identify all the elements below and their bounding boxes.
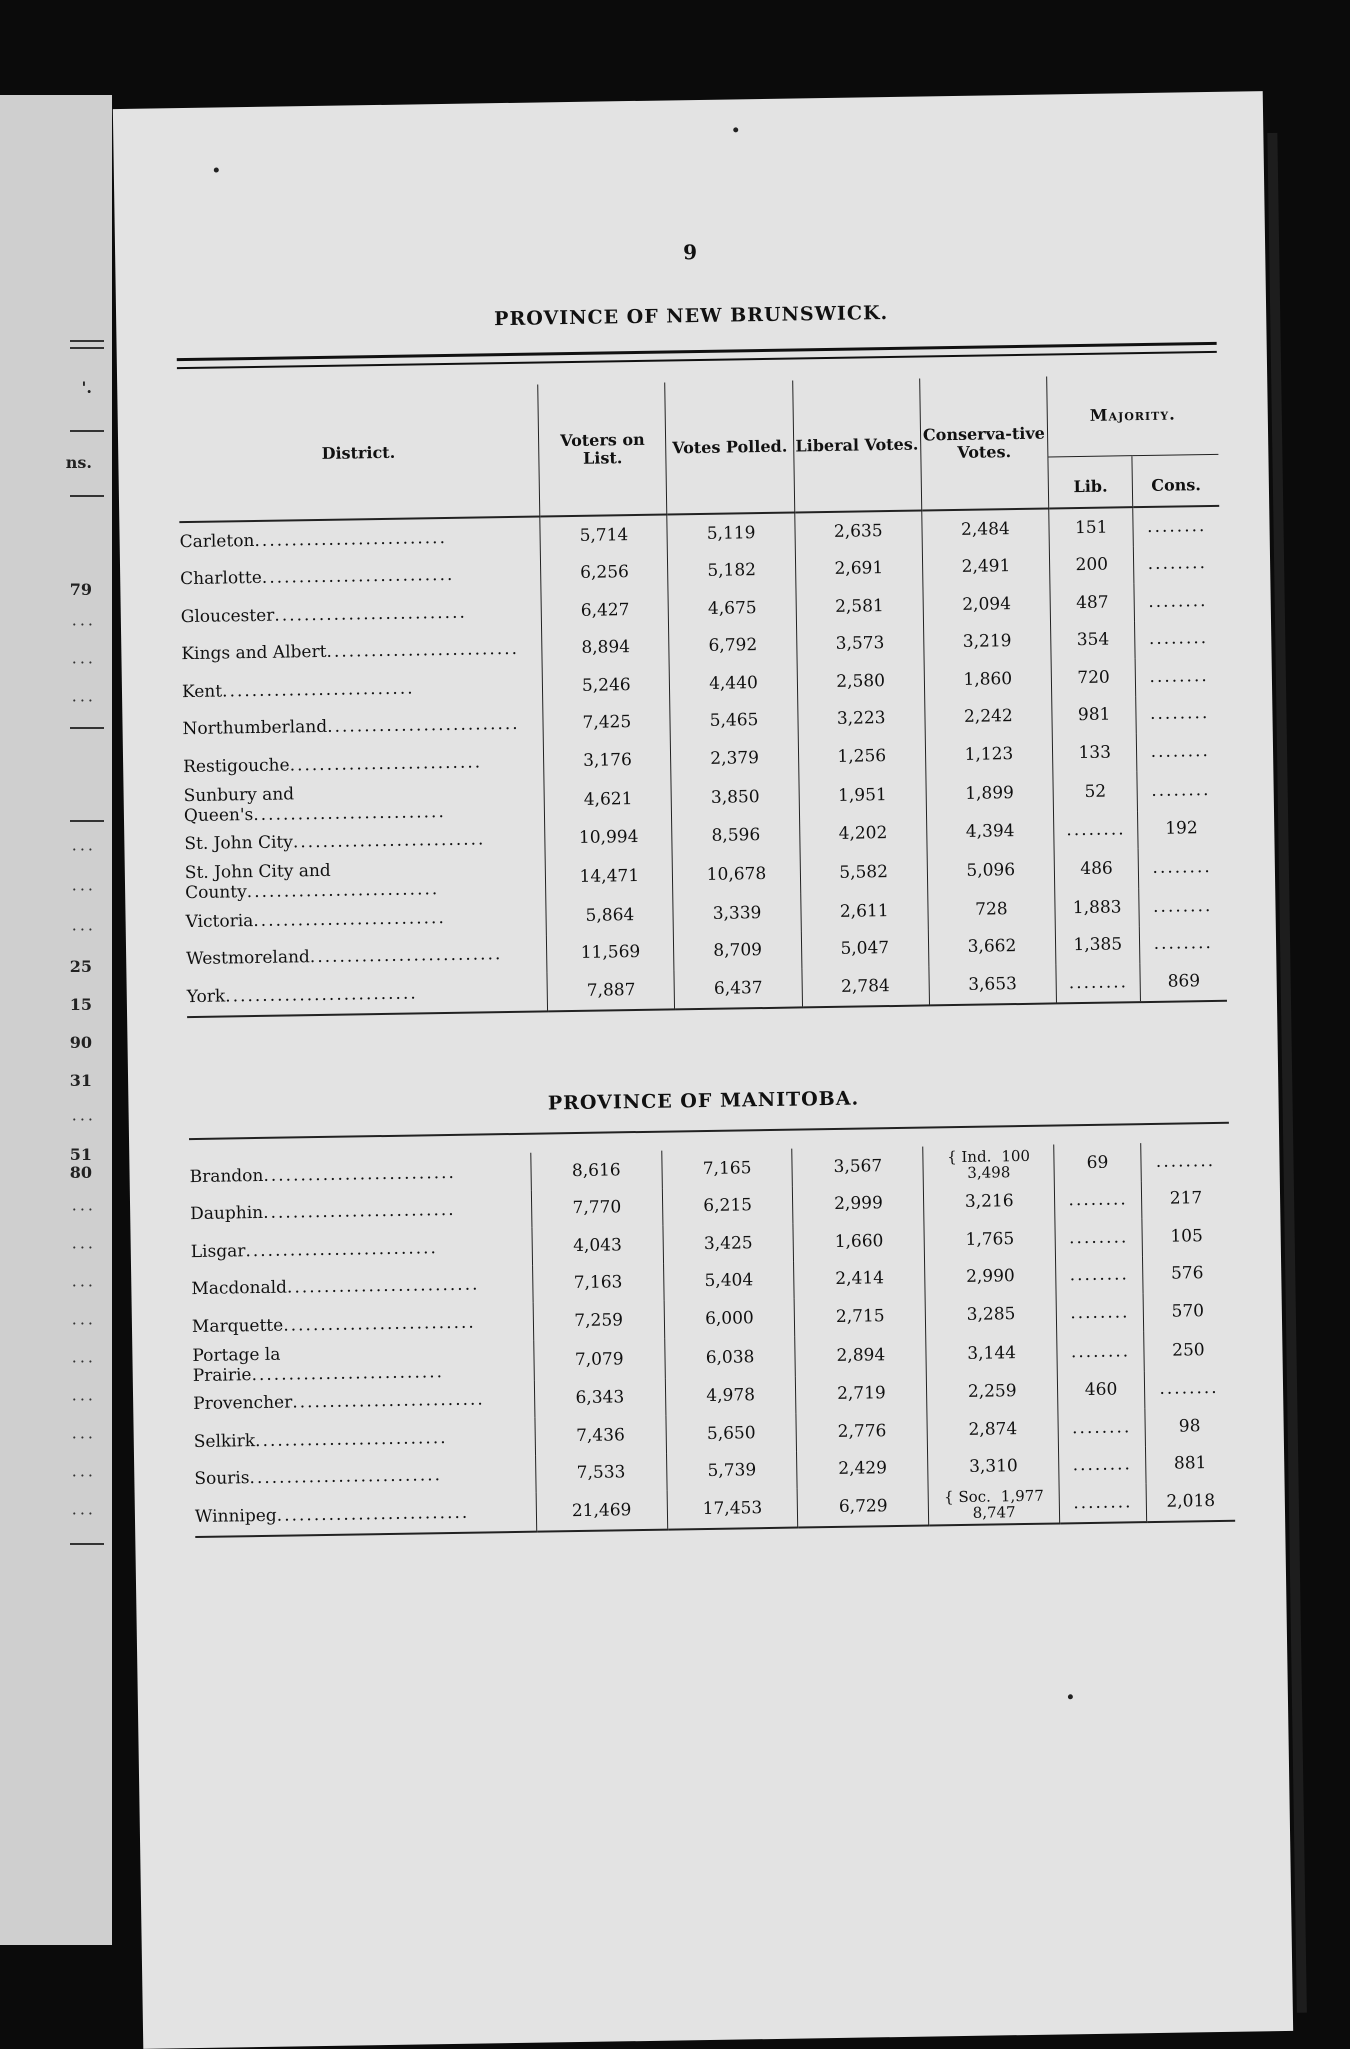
voters-cell: 7,425 [543,703,671,742]
district-cell: Dauphin.......................... [190,1200,456,1225]
facing-page-edge: '. ns. 79 ··· ··· ··· ··· ··· ··· 25 15 90 31 ··· 51 80 ··· ··· ··· ··· ··· ··· ··· ··· ··· [0,95,112,1945]
majority-cons-cell: ........ [1134,582,1221,621]
majority-cons-cell: 217 [1141,1179,1230,1218]
conservative-cell: 2,491 [922,547,1050,586]
liberal-cell: 2,635 [794,510,922,550]
header-cons: Cons. [1132,454,1219,507]
polled-cell: 3,339 [673,893,801,932]
liberal-cell: 3,223 [797,699,925,738]
majority-cons-cell: ........ [1135,619,1222,658]
district-name: St. John City [184,832,294,855]
voters-cell: 7,079 [534,1338,665,1380]
majority-cons-cell: 250 [1144,1329,1233,1370]
polled-cell: 7,165 [661,1149,792,1189]
conservative-cell: { Soc. 1,977 8,747 [928,1484,1059,1525]
majority-cons-cell: 570 [1143,1292,1232,1331]
district-cell: St. John City and County.......................... [184,860,440,904]
district-name: Gloucester [180,605,275,627]
conservative-cell: 3,310 [928,1447,1059,1487]
polled-cell: 8,596 [672,816,800,855]
district-name: Kings and Albert [181,642,327,665]
conservative-cell: { Ind. 100 3,498 [923,1144,1054,1184]
liberal-cell: 2,429 [797,1449,928,1489]
majority-lib-cell: 981 [1052,696,1137,735]
district-name: Northumberland [182,717,328,740]
district-cell: Macdonald.......................... [191,1274,480,1300]
majority-lib-cell: 1,883 [1055,888,1140,927]
facing-page-fragment: '. [81,378,92,397]
district-name: Souris [194,1468,250,1490]
facing-page-fragment: 80 [69,1163,92,1182]
district-cell: Kings and Albert.......................... [181,639,520,665]
polled-cell: 6,215 [662,1186,793,1226]
conservative-cell: 3,653 [929,964,1057,1004]
facing-page-fragment: 15 [69,995,92,1014]
conservative-value: 3,498 [967,1162,1011,1182]
polled-cell: 6,437 [674,968,802,1008]
liberal-cell: 5,047 [801,929,929,968]
polled-cell: 5,404 [663,1261,794,1301]
voters-cell: 8,894 [542,628,670,667]
district-cell: Portage la Prairie.......................... [192,1344,445,1386]
polled-cell: 4,675 [668,588,796,627]
majority-cons-cell: 2,018 [1146,1482,1235,1522]
new-brunswick-title: PROVINCE OF NEW BRUNSWICK. [494,302,889,331]
document-page [113,91,1293,2049]
voters-cell: 7,163 [532,1263,663,1303]
polled-cell: 2,379 [671,738,799,777]
liberal-cell: 2,719 [796,1374,927,1414]
majority-cons-cell: ........ [1144,1369,1233,1408]
majority-cons-cell: ........ [1136,694,1223,733]
polled-cell: 5,739 [666,1451,797,1491]
voters-cell: 5,246 [542,665,670,704]
polled-cell: 5,119 [667,512,795,552]
majority-cons-cell: ........ [1135,657,1222,696]
majority-cons-cell: ........ [1134,544,1221,583]
district-name: Marquette [191,1315,284,1337]
facing-page-fragment: ns. [65,453,92,472]
liberal-cell: 2,715 [795,1297,926,1337]
liberal-cell: 2,894 [795,1334,926,1376]
majority-cons-cell: ........ [1140,924,1227,963]
voters-cell: 4,621 [544,778,672,820]
liberal-cell: 5,582 [800,851,928,893]
liberal-cell: 2,581 [796,586,924,625]
district-cell: Kent.......................... [181,678,415,702]
conservative-cell: 3,285 [925,1294,1056,1334]
district-cell: York.......................... [186,972,547,1016]
header-liberal: Liberal Votes. [792,379,921,513]
district-cell: Charlotte.......................... [180,565,455,590]
majority-cons-cell: ........ [1137,769,1224,810]
voters-cell: 7,887 [547,970,675,1010]
majority-lib-cell: ........ [1055,1218,1142,1257]
district-name: St. John City and County [184,860,331,904]
voters-cell: 8,616 [531,1151,662,1191]
liberal-cell: 4,202 [799,814,927,853]
conservative-cell: 3,144 [926,1332,1057,1374]
majority-lib-cell: 151 [1049,507,1134,547]
district-cell: Lisgar.......................... [190,1237,439,1262]
majority-lib-cell: 460 [1057,1371,1144,1410]
conservative-cell: 3,662 [928,927,1056,966]
majority-cons-cell: 869 [1140,962,1227,1002]
district-cell: Victoria.......................... [185,907,446,932]
district-name: Dauphin [190,1203,264,1225]
conservative-note-label: Ind. [961,1147,992,1166]
majority-lib-cell: ........ [1059,1446,1146,1485]
majority-lib-cell: 720 [1051,658,1136,697]
voters-cell: 10,994 [545,818,673,857]
district-cell: Brandon.......................... [189,1162,457,1187]
liberal-cell: 1,951 [799,774,927,816]
conservative-cell: 2,242 [924,697,1052,736]
liberal-cell: 2,414 [794,1259,925,1299]
section-rule [189,1122,1229,1140]
voters-cell: 11,569 [547,933,675,972]
district-name: Lisgar [190,1240,246,1262]
polled-cell: 3,425 [663,1224,794,1264]
conservative-note-value: 1,977 [1000,1486,1044,1506]
conservative-cell: 2,990 [925,1257,1056,1297]
majority-lib-cell: ........ [1054,1181,1141,1220]
district-cell: St. John City.......................... [184,829,486,855]
header-majority: Majority. [1047,374,1219,457]
conservative-cell: 5,096 [927,849,1055,891]
liberal-cell: 6,729 [798,1487,929,1528]
conservative-cell: 1,123 [925,734,1053,773]
district-cell: Sunbury and Queen's.......................... [183,783,446,826]
conservative-cell: 1,765 [924,1219,1055,1259]
district-name: Brandon [189,1165,264,1187]
polled-cell: 6,000 [664,1299,795,1339]
majority-lib-cell: 200 [1049,546,1134,585]
district-name: Restigouche [183,755,290,777]
district-name: Portage la Prairie [192,1344,281,1386]
conservative-cell: 4,394 [926,812,1054,851]
voters-cell: 5,864 [546,895,674,934]
liberal-cell: 1,660 [793,1222,924,1262]
conservative-cell: 2,484 [922,509,1050,549]
majority-lib-cell: 1,385 [1055,926,1140,965]
district-name: York [186,986,226,1007]
conservative-note-label: Soc. [958,1487,991,1506]
liberal-cell: 3,567 [792,1147,923,1187]
district-cell: Provencher.......................... [193,1389,485,1415]
conservative-cell: 3,219 [923,622,1051,661]
majority-lib-cell: ........ [1053,811,1138,850]
liberal-cell: 2,784 [802,966,930,1006]
polled-cell: 5,650 [666,1414,797,1454]
majority-lib-cell: ........ [1059,1483,1146,1523]
voters-cell: 14,471 [545,855,673,897]
majority-lib-cell: 52 [1053,771,1138,812]
conservative-note-value: 100 [1001,1146,1031,1166]
header-voters: Voters on List. [538,383,667,517]
majority-cons-cell: ........ [1141,1142,1230,1181]
voters-cell: 6,343 [534,1378,665,1418]
conservative-cell: 2,259 [927,1372,1058,1412]
district-cell: Carleton.......................... [179,527,448,552]
voters-cell: 21,469 [536,1491,667,1532]
majority-lib-cell: ........ [1056,1293,1143,1332]
majority-cons-cell: ........ [1133,506,1220,546]
polled-cell: 8,709 [674,931,802,970]
conservative-cell: 3,216 [924,1182,1055,1222]
district-name: Westmoreland [186,947,310,970]
voters-cell: 7,770 [531,1188,662,1228]
majority-cons-cell: 105 [1142,1217,1231,1256]
voters-cell: 6,427 [541,590,669,629]
liberal-cell: 2,776 [796,1412,927,1452]
liberal-cell: 2,611 [800,891,928,930]
majority-cons-cell: ........ [1139,887,1226,926]
district-name: Provencher [193,1392,293,1415]
voters-cell: 7,436 [535,1416,666,1456]
majority-lib-cell: 487 [1050,583,1135,622]
district-name: Winnipeg [194,1505,277,1527]
header-lib: Lib. [1048,456,1133,509]
polled-cell: 5,182 [668,551,796,590]
polled-cell: 6,792 [669,626,797,665]
district-cell: Winnipeg.......................... [195,1493,537,1537]
polled-cell: 17,453 [667,1489,798,1530]
conservative-value: 8,747 [972,1502,1016,1522]
double-rule [177,342,1217,369]
liberal-cell: 2,999 [793,1184,924,1224]
liberal-cell: 2,580 [797,661,925,700]
liberal-cell: 1,256 [798,736,926,775]
majority-lib-cell: 354 [1050,621,1135,660]
majority-cons-cell: 192 [1138,809,1225,848]
district-name: Kent [181,681,223,702]
district-cell: Restigouche.......................... [183,752,483,777]
majority-lib-cell: 133 [1052,733,1137,772]
district-cell: Souris.......................... [194,1465,443,1490]
header-district: District. [177,385,540,523]
majority-lib-cell: 69 [1054,1143,1141,1182]
voters-cell: 3,176 [544,740,672,779]
polled-cell: 4,440 [670,663,798,702]
majority-cons-cell: 881 [1145,1444,1234,1483]
district-cell: Marquette.......................... [191,1312,476,1337]
majority-cons-cell: 576 [1142,1254,1231,1293]
liberal-cell: 2,691 [795,549,923,588]
polled-cell: 5,465 [670,701,798,740]
majority-cons-cell: ........ [1138,847,1225,888]
majority-lib-cell: ........ [1056,1256,1143,1295]
district-name: Charlotte [180,568,263,590]
facing-page-fragment: 25 [69,957,92,976]
majority-lib-cell: 486 [1054,848,1139,889]
district-name: Selkirk [193,1430,256,1452]
polled-cell: 3,850 [671,776,799,818]
header-conservative: Conserva-tive Votes. [919,377,1048,511]
voters-cell: 4,043 [532,1226,663,1266]
conservative-cell: 2,094 [923,584,1051,623]
manitoba-title: PROVINCE OF MANITOBA. [547,1087,860,1115]
conservative-cell: 1,860 [924,659,1052,698]
conservative-cell: 2,874 [927,1409,1058,1449]
majority-lib-cell: ........ [1057,1331,1144,1372]
liberal-cell: 3,573 [796,624,924,663]
district-cell: Westmoreland.......................... [186,944,503,970]
header-polled: Votes Polled. [665,381,794,515]
majority-lib-cell: ........ [1056,963,1141,1003]
polled-cell: 10,678 [673,853,801,895]
voters-cell: 7,259 [533,1301,664,1341]
conservative-cell: 728 [928,889,1056,928]
facing-page-fragment: 31 [69,1071,92,1090]
voters-cell: 6,256 [541,553,669,592]
voters-cell: 7,533 [535,1453,666,1493]
district-name: Victoria [185,910,254,932]
facing-page-fragment: 90 [69,1033,92,1052]
page-edge-shadow [1267,133,1307,2013]
district-cell: Selkirk.......................... [193,1427,448,1452]
facing-page-fragment: 51 [69,1145,92,1164]
district-name: Sunbury and Queen's [183,783,295,826]
district-name: Carleton [179,530,255,552]
majority-cons-cell: ........ [1137,732,1224,771]
district-cell: Gloucester.......................... [180,602,467,627]
voters-cell: 5,714 [540,514,668,554]
conservative-cell: 1,899 [926,772,1054,814]
page-number: 9 [682,239,698,265]
new-brunswick-table [177,374,1227,1018]
manitoba-table [189,1142,1235,1538]
majority-lib-cell: ........ [1058,1408,1145,1447]
polled-cell: 4,978 [665,1376,796,1416]
facing-page-fragment: 79 [69,580,92,599]
majority-cons-cell: 98 [1145,1407,1234,1446]
district-cell: Northumberland.......................... [182,714,520,740]
district-name: Macdonald [191,1277,288,1300]
polled-cell: 6,038 [664,1336,795,1378]
